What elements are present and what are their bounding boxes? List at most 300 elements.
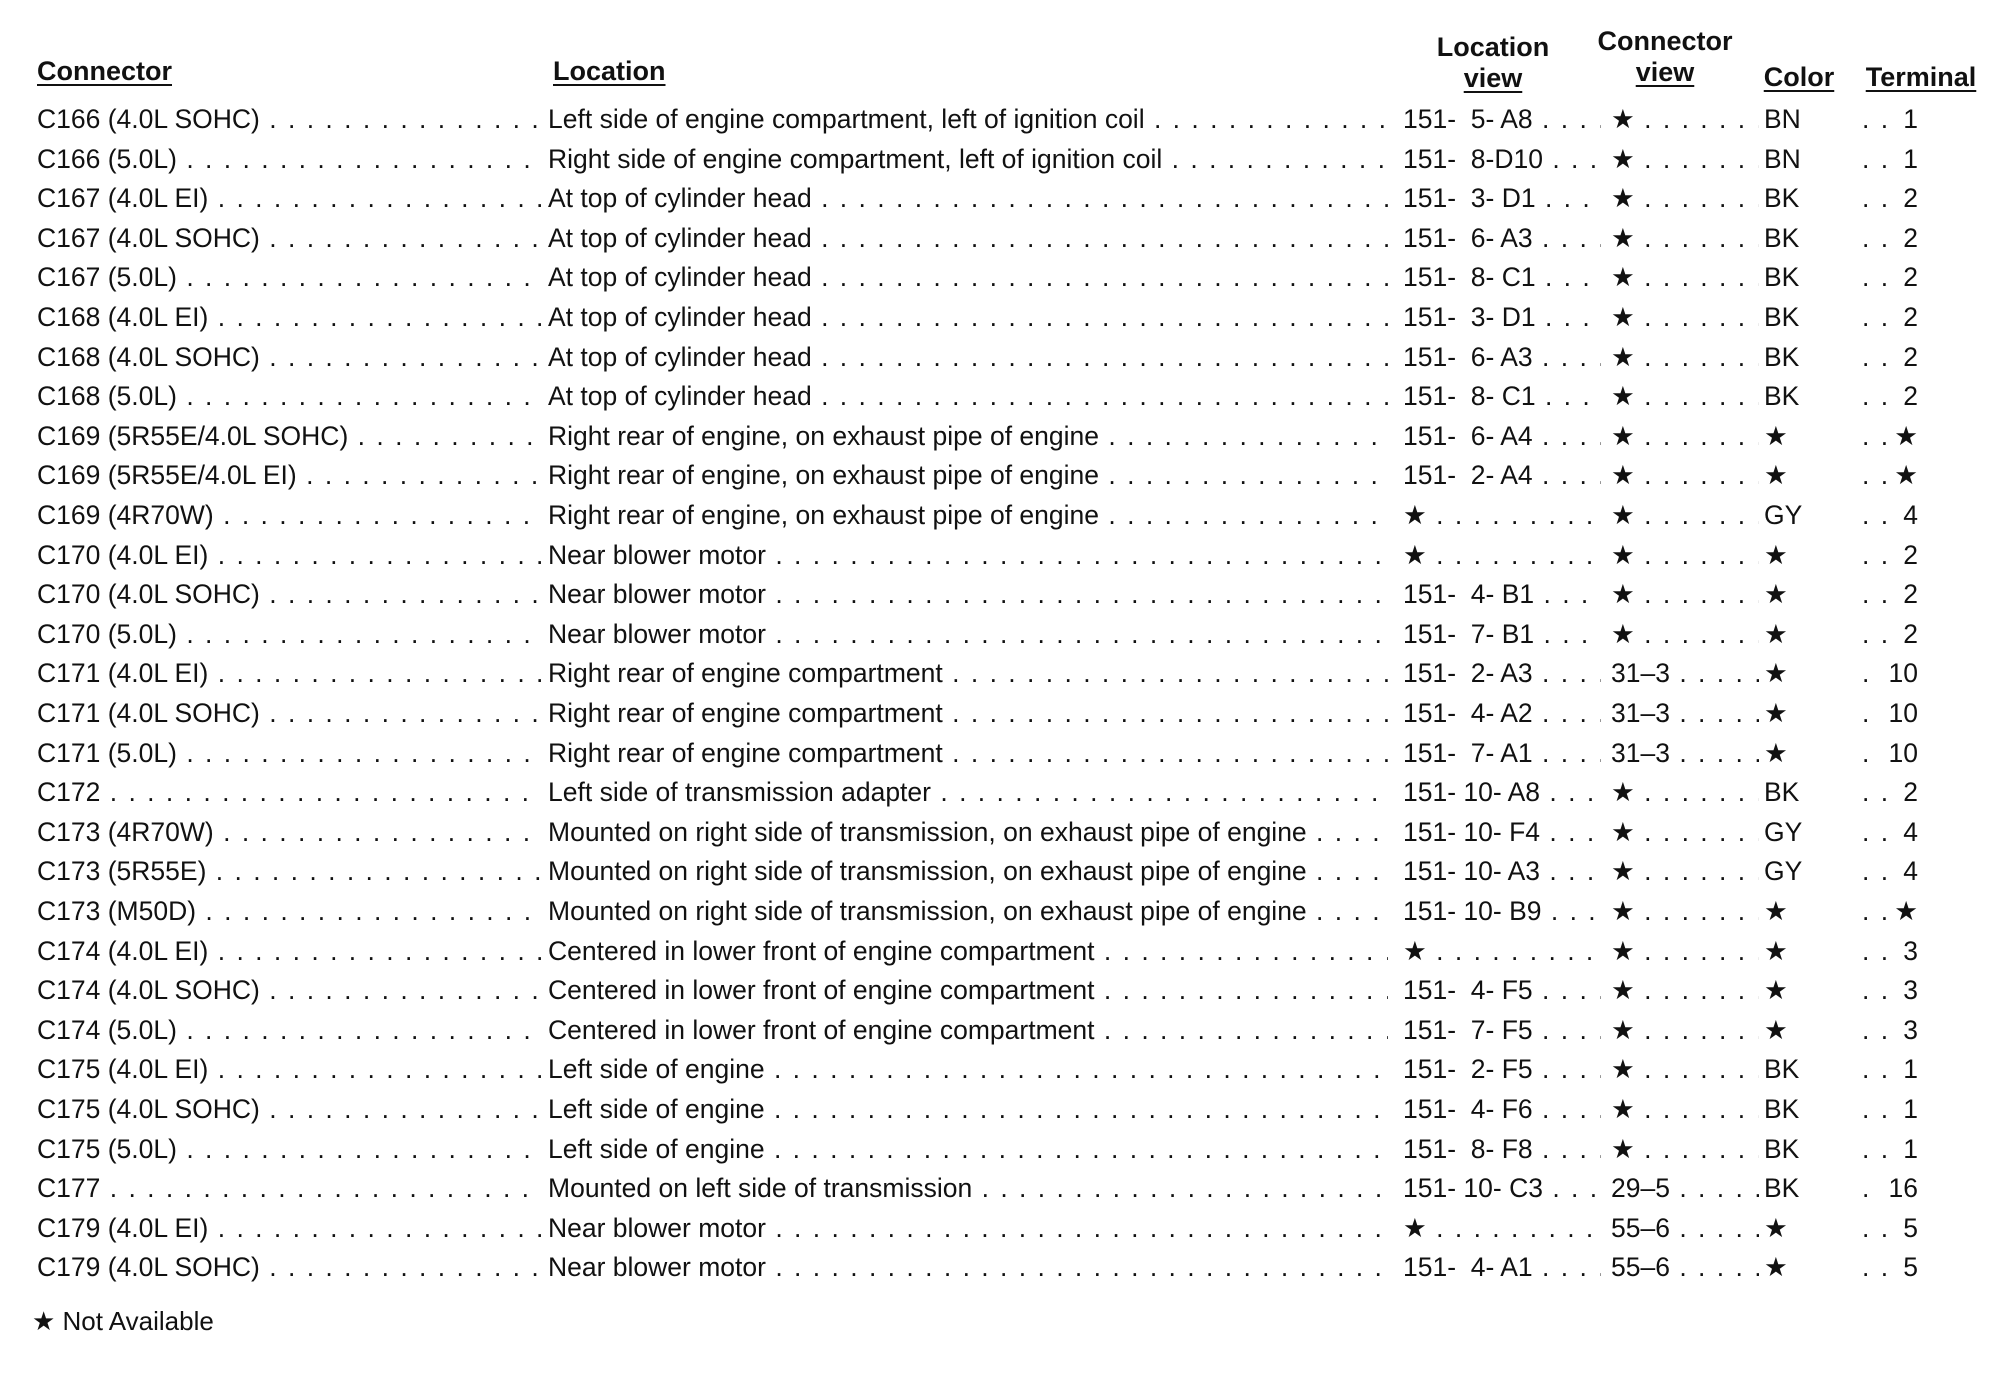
location-view-cell-text: 151- 4- F6	[1403, 1094, 1533, 1124]
color-cell	[1764, 1050, 1856, 1088]
connector-cell	[37, 971, 542, 1009]
location-view-cell-text: 151- 6- A3	[1403, 222, 1533, 253]
connector-view-cell	[1611, 219, 1759, 257]
color-cell-text: BN	[1764, 143, 1801, 174]
location-view-cell-text: 151- 2- A3	[1403, 658, 1533, 689]
connector-view-cell-text: ★	[1611, 856, 1635, 887]
location-cell-text: Right side of engine compartment, left of ignition coil	[548, 143, 1163, 174]
connector-cell	[37, 813, 542, 851]
connector-cell	[37, 496, 542, 534]
connector-view-cell-text: ★	[1611, 381, 1635, 412]
header-connector-text: Connector	[37, 56, 172, 86]
table-row	[0, 892, 1996, 930]
location-cell	[548, 100, 1388, 138]
location-view-cell-text: 151- 10- C3	[1403, 1173, 1543, 1204]
header-color-text: Color	[1763, 62, 1835, 92]
color-cell-text: ★	[1764, 420, 1788, 451]
terminal-cell	[1862, 971, 1918, 1009]
terminal-cell-text: 5	[1897, 1213, 1918, 1243]
location-view-cell	[1403, 654, 1601, 692]
connector-cell-text: C175 (5.0L)	[37, 1133, 177, 1164]
color-cell	[1764, 813, 1856, 851]
header-location-view-line1: Location	[1436, 32, 1550, 62]
connector-cell-text: C169 (5R55E/4.0L EI)	[37, 460, 297, 491]
connector-cell	[37, 179, 542, 217]
table-row	[0, 734, 1996, 772]
header-connector	[37, 56, 172, 87]
connector-view-cell	[1611, 377, 1759, 415]
terminal-cell-text: 4	[1897, 817, 1918, 847]
color-cell-text: GY	[1764, 500, 1803, 530]
connector-view-cell-text: 55–6	[1611, 1252, 1670, 1283]
terminal-cell-text: 10	[1883, 698, 1918, 728]
connector-view-cell-text: ★	[1611, 341, 1635, 372]
terminal-cell	[1862, 219, 1918, 257]
location-cell	[548, 932, 1388, 970]
color-cell	[1764, 496, 1856, 534]
location-cell-text: Left side of engine compartment, left of ignition coil	[548, 104, 1145, 134]
color-cell-text: BK	[1764, 1094, 1800, 1124]
terminal-cell-text: 3	[1897, 1015, 1918, 1045]
location-view-cell	[1403, 773, 1601, 811]
location-view-cell	[1403, 456, 1601, 494]
connector-view-cell-text: 31–3	[1611, 658, 1670, 689]
connector-cell-text: C167 (4.0L SOHC)	[37, 222, 260, 253]
location-view-cell-text: 151- 7- B1	[1403, 618, 1535, 649]
connector-cell-text: C173 (5R55E)	[37, 856, 207, 887]
connector-view-cell	[1611, 971, 1759, 1009]
location-view-cell-text: 151- 8- F8	[1403, 1133, 1533, 1164]
location-cell	[548, 1050, 1388, 1088]
table-row	[0, 377, 1996, 415]
color-cell	[1764, 377, 1856, 415]
location-view-cell	[1403, 536, 1601, 574]
color-cell	[1764, 258, 1856, 296]
connector-view-cell-text: 55–6	[1611, 1212, 1670, 1243]
location-cell-text: At top of cylinder head	[548, 183, 812, 214]
color-cell	[1764, 1248, 1856, 1286]
location-cell	[548, 1090, 1388, 1128]
color-cell-text: GY	[1764, 856, 1803, 887]
table-row	[0, 140, 1996, 178]
connector-view-cell	[1611, 1248, 1759, 1286]
connector-cell	[37, 1169, 542, 1207]
table-row	[0, 536, 1996, 574]
color-cell-text: BK	[1764, 1054, 1800, 1085]
location-cell-text: Right rear of engine, on exhaust pipe of engine	[548, 500, 1100, 530]
table-row	[0, 1130, 1996, 1168]
color-cell-text: ★	[1764, 896, 1788, 926]
location-view-cell	[1403, 1248, 1601, 1286]
connector-cell	[37, 536, 542, 574]
terminal-cell-text: 5	[1897, 1252, 1918, 1282]
terminal-cell	[1862, 298, 1918, 336]
terminal-cell-text: 2	[1897, 777, 1918, 807]
location-view-cell-text: 151- 3- D1	[1403, 183, 1536, 214]
location-view-cell	[1403, 1090, 1601, 1128]
location-cell-text: Mounted on right side of transmission, on exhaust pipe of engine	[548, 896, 1307, 926]
table-row	[0, 1248, 1996, 1286]
location-view-cell-text: ★	[1403, 539, 1427, 570]
terminal-cell-text: 2	[1897, 342, 1918, 372]
connector-view-cell-text: ★	[1611, 1054, 1635, 1085]
connector-cell-text: C167 (5.0L)	[37, 262, 177, 293]
location-cell	[548, 892, 1388, 930]
location-cell	[548, 298, 1388, 336]
color-cell-text: ★	[1764, 737, 1788, 768]
connector-cell-text: C177	[37, 1173, 101, 1204]
connector-cell-text: C168 (4.0L SOHC)	[37, 341, 260, 372]
connector-view-cell-text: ★	[1611, 420, 1635, 451]
table-row	[0, 298, 1996, 336]
terminal-cell	[1862, 773, 1918, 811]
color-cell-text: ★	[1764, 935, 1788, 966]
header-terminal-text: Terminal	[1865, 62, 1977, 92]
location-view-cell-text: ★	[1403, 500, 1427, 530]
header-color	[1756, 62, 1842, 93]
location-cell-text: Near blower motor	[548, 618, 766, 649]
connector-view-cell	[1611, 536, 1759, 574]
connector-cell-text: C168 (5.0L)	[37, 381, 177, 412]
location-view-cell	[1403, 1169, 1601, 1207]
table-row	[0, 575, 1996, 613]
color-cell-text: BK	[1764, 302, 1800, 332]
location-cell-text: Near blower motor	[548, 539, 766, 570]
location-cell	[548, 694, 1388, 732]
location-view-cell-text: 151- 4- B1	[1403, 579, 1535, 610]
location-view-cell	[1403, 1011, 1601, 1049]
location-cell	[548, 140, 1388, 178]
table-row	[0, 456, 1996, 494]
connector-view-cell-text: ★	[1611, 777, 1635, 808]
location-view-cell-text: 151- 8- C1	[1403, 381, 1536, 412]
terminal-cell-text: 2	[1897, 619, 1918, 649]
color-cell-text: BK	[1764, 183, 1800, 214]
color-cell	[1764, 892, 1856, 930]
location-cell	[548, 615, 1388, 653]
connector-cell-text: C175 (4.0L EI)	[37, 1054, 209, 1085]
terminal-cell	[1862, 1090, 1918, 1128]
connector-cell-text: C171 (4.0L EI)	[37, 658, 209, 689]
location-view-cell-text: 151- 2- F5	[1403, 1054, 1533, 1085]
connector-view-cell-text: ★	[1611, 539, 1635, 570]
location-cell-text: At top of cylinder head	[548, 222, 812, 253]
color-cell-text: ★	[1764, 1252, 1788, 1283]
location-view-cell	[1403, 813, 1601, 851]
location-cell-text: Centered in lower front of engine compartment	[548, 935, 1095, 966]
color-cell	[1764, 852, 1856, 890]
color-cell-text: GY	[1764, 816, 1803, 847]
connector-view-cell	[1611, 734, 1759, 772]
terminal-cell	[1862, 536, 1918, 574]
location-cell-text: At top of cylinder head	[548, 302, 812, 332]
connector-cell	[37, 892, 542, 930]
color-cell-text: ★	[1764, 975, 1788, 1006]
connector-cell-text: C171 (4.0L SOHC)	[37, 698, 260, 728]
color-cell	[1764, 1209, 1856, 1247]
terminal-cell-text: 3	[1897, 936, 1918, 966]
connector-view-cell	[1611, 298, 1759, 336]
location-view-cell	[1403, 377, 1601, 415]
terminal-cell	[1862, 338, 1918, 376]
terminal-cell-text: 10	[1883, 658, 1918, 688]
color-cell-text: ★	[1764, 539, 1788, 570]
connector-view-cell	[1611, 338, 1759, 376]
table-row	[0, 417, 1996, 455]
connector-view-cell-text: ★	[1611, 896, 1635, 926]
connector-view-cell-text: ★	[1611, 500, 1635, 530]
connector-view-cell-text: ★	[1611, 302, 1635, 332]
location-cell-text: At top of cylinder head	[548, 341, 812, 372]
connector-cell	[37, 654, 542, 692]
connector-view-cell	[1611, 1090, 1759, 1128]
color-cell	[1764, 575, 1856, 613]
table-row	[0, 971, 1996, 1009]
connector-cell-text: C167 (4.0L EI)	[37, 183, 209, 214]
connector-view-cell	[1611, 1011, 1759, 1049]
terminal-cell-text: 2	[1897, 579, 1918, 609]
location-view-cell-text: 151- 8-D10	[1403, 143, 1543, 174]
location-cell	[548, 1248, 1388, 1286]
location-cell	[548, 971, 1388, 1009]
table-row	[0, 654, 1996, 692]
connector-cell	[37, 456, 542, 494]
location-view-cell-text: 151- 4- F5	[1403, 975, 1533, 1006]
terminal-cell-text: 16	[1883, 1173, 1918, 1203]
terminal-cell	[1862, 1248, 1918, 1286]
connector-view-cell-text: ★	[1611, 816, 1635, 847]
color-cell-text: BK	[1764, 1173, 1800, 1204]
connector-view-cell-text: ★	[1611, 460, 1635, 491]
location-cell	[548, 1011, 1388, 1049]
connector-cell	[37, 417, 542, 455]
connector-view-cell-text: ★	[1611, 1094, 1635, 1124]
connector-cell-text: C171 (5.0L)	[37, 737, 177, 768]
color-cell	[1764, 615, 1856, 653]
connector-view-cell-text: 31–3	[1611, 698, 1670, 728]
terminal-cell	[1862, 575, 1918, 613]
terminal-cell	[1862, 456, 1918, 494]
color-cell-text: ★	[1764, 658, 1788, 689]
table-row	[0, 1169, 1996, 1207]
color-cell-text: ★	[1764, 460, 1788, 491]
terminal-cell-text: ★	[1888, 421, 1918, 451]
header-location	[553, 56, 666, 87]
terminal-cell-text: 1	[1897, 1054, 1918, 1084]
location-cell	[548, 773, 1388, 811]
connector-cell	[37, 852, 542, 890]
location-cell-text: Left side of engine	[548, 1054, 765, 1085]
connector-cell	[37, 1209, 542, 1247]
connector-view-cell	[1611, 496, 1759, 534]
connector-view-cell-text: ★	[1611, 618, 1635, 649]
table-row	[0, 694, 1996, 732]
connector-view-cell	[1611, 1209, 1759, 1247]
location-view-cell-text: 151- 6- A4	[1403, 420, 1533, 451]
connector-view-cell-text: ★	[1611, 262, 1635, 293]
connector-cell-text: C170 (4.0L SOHC)	[37, 579, 260, 610]
location-cell-text: Left side of engine	[548, 1133, 765, 1164]
connector-cell	[37, 338, 542, 376]
connector-view-cell	[1611, 615, 1759, 653]
location-cell-text: Right rear of engine compartment	[548, 737, 943, 768]
connector-cell	[37, 932, 542, 970]
terminal-cell	[1862, 377, 1918, 415]
location-cell	[548, 179, 1388, 217]
connector-cell-text: C174 (4.0L EI)	[37, 935, 209, 966]
connector-view-cell	[1611, 654, 1759, 692]
location-view-cell	[1403, 140, 1601, 178]
location-view-cell	[1403, 298, 1601, 336]
connector-cell-text: C174 (4.0L SOHC)	[37, 975, 260, 1006]
connector-view-cell-text: ★	[1611, 222, 1635, 253]
color-cell	[1764, 1011, 1856, 1049]
header-terminal	[1856, 62, 1986, 93]
terminal-cell	[1862, 417, 1918, 455]
connector-view-cell	[1611, 1130, 1759, 1168]
connector-view-cell	[1611, 694, 1759, 732]
connector-cell	[37, 140, 542, 178]
color-cell	[1764, 338, 1856, 376]
color-cell	[1764, 694, 1856, 732]
connector-cell	[37, 1090, 542, 1128]
terminal-cell	[1862, 1130, 1918, 1168]
location-cell-text: Left side of engine	[548, 1094, 765, 1124]
location-cell-text: Near blower motor	[548, 1212, 766, 1243]
location-cell-text: Centered in lower front of engine compartment	[548, 975, 1095, 1006]
connector-cell-text: C173 (M50D)	[37, 896, 197, 926]
color-cell-text: ★	[1764, 698, 1788, 728]
location-view-cell-text: 151- 7- F5	[1403, 1014, 1533, 1045]
connector-cell-text: C172	[37, 777, 101, 808]
location-view-cell	[1403, 852, 1601, 890]
terminal-cell	[1862, 258, 1918, 296]
location-cell	[548, 219, 1388, 257]
location-view-cell	[1403, 892, 1601, 930]
terminal-cell-text: 10	[1883, 738, 1918, 768]
terminal-cell	[1862, 615, 1918, 653]
location-cell-text: Right rear of engine, on exhaust pipe of engine	[548, 420, 1100, 451]
location-view-cell-text: 151- 10- F4	[1403, 816, 1540, 847]
connector-cell-text: C174 (5.0L)	[37, 1014, 177, 1045]
color-cell-text: BK	[1764, 1133, 1800, 1164]
connector-view-cell	[1611, 417, 1759, 455]
terminal-cell-text: ★	[1888, 460, 1918, 490]
location-cell-text: Right rear of engine, on exhaust pipe of engine	[548, 460, 1100, 491]
table-row	[0, 773, 1996, 811]
connector-cell-text: C175 (4.0L SOHC)	[37, 1094, 260, 1124]
connector-cell	[37, 615, 542, 653]
table-row	[0, 496, 1996, 534]
terminal-cell-text: ★	[1888, 896, 1918, 926]
connector-cell	[37, 1050, 542, 1088]
color-cell	[1764, 1169, 1856, 1207]
terminal-cell	[1862, 694, 1918, 732]
location-view-cell	[1403, 734, 1601, 772]
table-row	[0, 813, 1996, 851]
connector-view-cell-text: ★	[1611, 1133, 1635, 1164]
header-connector-view-line2: view	[1635, 57, 1695, 87]
table-row	[0, 932, 1996, 970]
connector-view-cell	[1611, 1169, 1759, 1207]
connector-view-cell	[1611, 852, 1759, 890]
connector-view-cell	[1611, 773, 1759, 811]
connector-cell-text: C169 (4R70W)	[37, 500, 214, 530]
header-location-text: Location	[553, 56, 666, 86]
color-cell	[1764, 1090, 1856, 1128]
connector-cell	[37, 219, 542, 257]
location-cell	[548, 536, 1388, 574]
terminal-cell	[1862, 179, 1918, 217]
location-cell-text: Mounted on left side of transmission	[548, 1173, 973, 1204]
location-cell-text: Near blower motor	[548, 579, 766, 610]
color-cell	[1764, 536, 1856, 574]
location-view-cell-text: 151- 4- A1	[1403, 1252, 1533, 1283]
connector-view-cell-text: ★	[1611, 183, 1635, 214]
color-cell-text: ★	[1764, 1014, 1788, 1045]
location-view-cell	[1403, 258, 1601, 296]
terminal-cell	[1862, 140, 1918, 178]
terminal-cell	[1862, 932, 1918, 970]
connector-cell-text: C166 (5.0L)	[37, 143, 177, 174]
location-cell-text: Mounted on right side of transmission, on exhaust pipe of engine	[548, 816, 1307, 847]
location-cell-text: Mounted on right side of transmission, on exhaust pipe of engine	[548, 856, 1307, 887]
connector-cell	[37, 298, 542, 336]
location-cell	[548, 456, 1388, 494]
connector-cell	[37, 377, 542, 415]
terminal-cell-text: 2	[1897, 381, 1918, 411]
terminal-cell-text: 1	[1897, 144, 1918, 174]
table-row	[0, 179, 1996, 217]
connector-view-cell	[1611, 575, 1759, 613]
header-connector-view-line1: Connector	[1597, 26, 1733, 56]
location-view-cell	[1403, 219, 1601, 257]
location-view-cell-text: 151- 10- B9	[1403, 896, 1542, 926]
location-cell	[548, 575, 1388, 613]
location-cell-text: At top of cylinder head	[548, 262, 812, 293]
color-cell-text: ★	[1764, 1212, 1788, 1243]
color-cell	[1764, 971, 1856, 1009]
connector-view-cell-text: ★	[1611, 935, 1635, 966]
location-cell	[548, 734, 1388, 772]
table-row	[0, 1050, 1996, 1088]
terminal-cell-text: 2	[1897, 223, 1918, 253]
terminal-cell	[1862, 813, 1918, 851]
location-view-cell-text: 151- 5- A8	[1403, 104, 1533, 134]
color-cell	[1764, 219, 1856, 257]
location-view-cell-text: 151- 10- A8	[1403, 777, 1541, 808]
color-cell-text: BK	[1764, 262, 1800, 293]
connector-view-cell	[1611, 813, 1759, 851]
terminal-cell	[1862, 496, 1918, 534]
color-cell-text: BK	[1764, 777, 1800, 808]
location-view-cell-text: 151- 8- C1	[1403, 262, 1536, 293]
terminal-cell-text: 2	[1897, 262, 1918, 292]
terminal-cell	[1862, 734, 1918, 772]
terminal-cell-text: 4	[1897, 856, 1918, 886]
connector-view-cell-text: ★	[1611, 975, 1635, 1006]
color-cell-text: ★	[1764, 579, 1788, 610]
connector-cell	[37, 694, 542, 732]
connector-view-cell-text: ★	[1611, 579, 1635, 610]
location-view-cell	[1403, 417, 1601, 455]
header-connector-view	[1585, 26, 1745, 88]
location-view-cell	[1403, 179, 1601, 217]
connector-view-cell	[1611, 140, 1759, 178]
connector-view-cell-text: ★	[1611, 1014, 1635, 1045]
connector-cell	[37, 258, 542, 296]
location-cell	[548, 1169, 1388, 1207]
